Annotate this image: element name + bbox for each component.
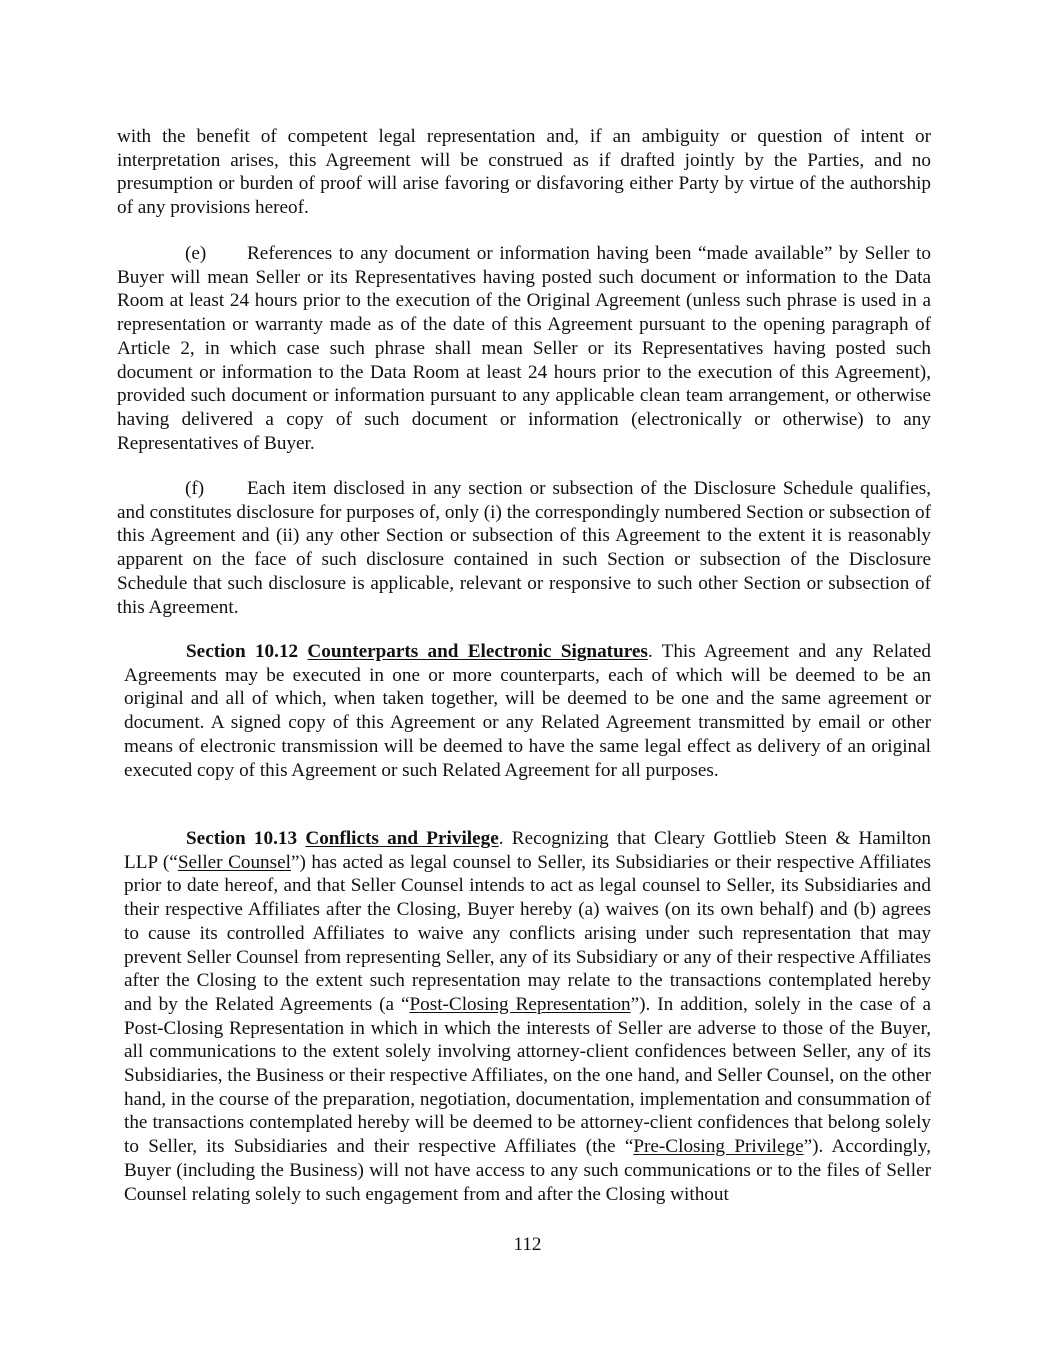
section-text: ”) has acted as legal counsel to Seller, its Subsidiaries or their respective Affiliates prior to date hereof, and that Seller Counsel intends to act as legal counsel to Seller, its Subsidiaries and their respective Affiliates after the Closing, Buyer hereby (a) waives (on its own behalf) and (b) agrees to cause its controlled Affiliates to waive any conflicts arising under such representation that may prevent Seller Counsel from representing Seller, any of its Subsidiary or any of their respective Affiliates after the Closing to the extent such representation may relate to the transactions contemplated hereby and by the Related Agreements (a “ <box>124 851 931 1015</box>
paragraph-text: with the benefit of competent legal representation and, if an ambiguity or question of intent or interpretation arises, this Agreement will be construed as if drafted jointly by the Parties, and no presumption or burden of proof will arise favoring or disfavoring either Party by virtue of the authorship of any provisions hereof. <box>117 126 931 219</box>
section-10-13 <box>124 827 931 1206</box>
paragraph-continuation <box>117 125 931 220</box>
paragraph-text: References to any document or information having been “made available” by Seller to Buyer will mean Seller or its Representatives having posted such document or information to the Data Room at least 24 hours prior to the execution of the Original Agreement (unless such phrase is used in a representation or warranty made as of the date of this Agreement pursuant to the opening paragraph of Article 2, in which case such phrase shall mean Seller or its Representatives having posted such document or information to the Data Room at least 24 hours prior to the execution of this Agreement), provided such document or information pursuant to any applicable clean team arrangement, or otherwise having delivered a copy of such document or information (electronically or otherwise) to any Representatives of Buyer. <box>117 243 931 454</box>
section-text: Recognizing that Cleary Gottlieb Steen & Hamilton LLP (“ <box>124 828 931 873</box>
paragraph-f <box>117 477 931 619</box>
subsection-label-f: (f) <box>185 478 205 499</box>
section-text: ”). Accordingly, Buyer (including the Business) will not have access to any such communications or to the files of Seller Counsel relating solely to such engagement from and after the Closing without <box>124 1136 931 1205</box>
subsection-label-e: (e) <box>185 243 207 264</box>
section-number: Section 10.12 <box>186 641 299 662</box>
section-10-12 <box>124 640 931 782</box>
section-title-period: . <box>647 641 653 662</box>
paragraph-text: Each item disclosed in any section or subsection of the Disclosure Schedule qualifies, and constitutes disclosure for purposes of, only (i) the correspondingly numbered Section or subsection of this Agreement and (ii) any other Section or subsection of this Agreement to the extent it is reasonably apparent on the face of such disclosure contained in such Section or subsection of the Disclosure Schedule that such disclosure is applicable, relevant or responsive to such other Section or subsection of this Agreement. <box>117 478 931 618</box>
defined-term-seller-counsel: Seller Counsel <box>177 851 291 873</box>
defined-term-pre-closing-privilege: Pre-Closing Privilege <box>633 1136 804 1158</box>
section-number: Section 10.13 <box>186 828 298 849</box>
section-title: Counterparts and Electronic Signatures <box>307 641 648 662</box>
page-number: 112 <box>513 1234 542 1255</box>
section-title-period: . <box>498 828 504 849</box>
section-text: This Agreement and any Related Agreements may be executed in one or more counterparts, each of which will be deemed to be an original and all of which, when taken together, will be deemed to be one and the same agreement or document. A signed copy of this Agreement or any Related Agreement transmitted by email or other means of electronic transmission will be deemed to have the same legal effect as delivery of an original executed copy of this Agreement or such Related Agreement for all purposes. <box>124 641 931 781</box>
section-title: Conflicts and Privilege <box>305 828 499 849</box>
section-text: ”). In addition, solely in the case of a Post-Closing Representation in which in which the interests of Seller are adverse to those of the Buyer, all communications to the extent solely involving attorney-client confidences between Seller, any of its Subsidiaries, the Business or their respective Affiliates, on the one hand, and Seller Counsel, on the other hand, in the course of the preparation, negotiation, documentation, implementation and consummation of the transactions contemplated hereby will be deemed to be attorney-client confidences that belong solely to Seller, its Subsidiaries and their respective Affiliates (the “ <box>124 993 931 1158</box>
defined-term-post-closing-representation: Post-Closing Representation <box>409 993 631 1015</box>
paragraph-e <box>117 242 931 455</box>
